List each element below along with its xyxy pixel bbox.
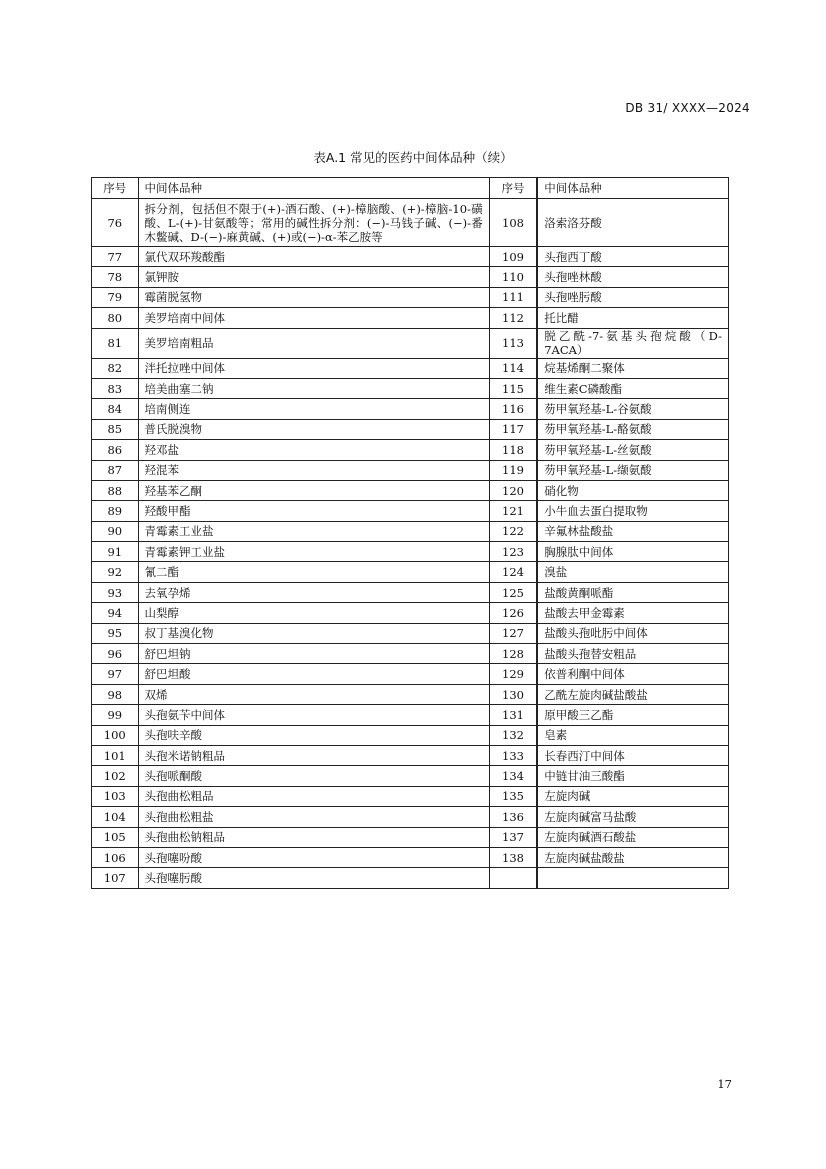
row-number: 119 [489,460,537,480]
table-row [92,480,729,500]
variety-name: 依普利酮中间体 [537,664,728,684]
table-row [92,199,729,247]
table-row [92,399,729,419]
row-number: 125 [489,582,537,602]
variety-name: 皂素 [537,725,728,745]
row-number: 129 [489,664,537,684]
variety-name: 双烯 [138,684,489,704]
row-number: 136 [489,807,537,827]
variety-name: 山梨醇 [138,603,489,623]
row-number: 83 [92,378,139,398]
row-number: 103 [92,786,139,806]
variety-name: 叔丁基溴化物 [138,623,489,643]
table-row [92,542,729,562]
col-header-no-2: 序号 [489,178,537,199]
table-row [92,705,729,725]
row-number: 86 [92,440,139,460]
variety-name: 头孢曲松钠粗品 [138,827,489,847]
table-row [92,847,729,867]
row-number: 92 [92,562,139,582]
variety-name: 培南侧连 [138,399,489,419]
row-number: 106 [92,847,139,867]
row-number: 134 [489,766,537,786]
row-number: 137 [489,827,537,847]
variety-name: 左旋肉碱盐酸盐 [537,847,728,867]
variety-name: 羟酸甲酯 [138,501,489,521]
row-number: 117 [489,419,537,439]
row-number: 133 [489,745,537,765]
row-number: 123 [489,542,537,562]
row-number: 85 [92,419,139,439]
row-number: 115 [489,378,537,398]
table-row [92,623,729,643]
variety-name: 盐酸黄酮哌酯 [537,582,728,602]
row-number [489,868,537,888]
variety-name: 中链甘油三酸酯 [537,766,728,786]
row-number: 100 [92,725,139,745]
table-row [92,827,729,847]
row-number: 89 [92,501,139,521]
row-number: 101 [92,745,139,765]
variety-name: 羟基苯乙酮 [138,480,489,500]
row-number: 108 [489,199,537,247]
variety-name: 培美曲塞二钠 [138,378,489,398]
row-number: 80 [92,308,139,328]
row-number: 94 [92,603,139,623]
row-number: 77 [92,247,139,267]
row-number: 81 [92,328,139,358]
variety-name: 辛氟林盐酸盐 [537,521,728,541]
row-number: 113 [489,328,537,358]
row-number: 130 [489,684,537,704]
row-number: 102 [92,766,139,786]
row-number: 91 [92,542,139,562]
variety-name: 舒巴坦钠 [138,644,489,664]
variety-name: 青霉素工业盐 [138,521,489,541]
table-row [92,267,729,287]
table-row [92,460,729,480]
page-number: 17 [717,1077,732,1091]
variety-name: 头孢曲松粗盐 [138,807,489,827]
variety-name: 溴盐 [537,562,728,582]
row-number: 138 [489,847,537,867]
variety-name: 硝化物 [537,480,728,500]
variety-name: 芴甲氧羟基-L-丝氨酸 [537,440,728,460]
table-row [92,745,729,765]
table-header-row [92,178,729,199]
col-header-no: 序号 [92,178,139,199]
row-number: 98 [92,684,139,704]
row-number: 87 [92,460,139,480]
variety-name: 头孢西丁酸 [537,247,728,267]
row-number: 82 [92,358,139,378]
table-row [92,308,729,328]
table-row [92,521,729,541]
variety-name: 托比醋 [537,308,728,328]
table-row [92,562,729,582]
table-row [92,644,729,664]
variety-name: 羟邓盐 [138,440,489,460]
variety-name: 头孢唑肟酸 [537,287,728,307]
variety-name: 头孢哌酮酸 [138,766,489,786]
row-number: 96 [92,644,139,664]
variety-name: 盐酸头孢吡肟中间体 [537,623,728,643]
variety-name: 头孢噻肟酸 [138,868,489,888]
variety-name: 脱乙酰-7-氨基头孢烷酸（D-7ACA） [537,328,728,358]
table-row [92,725,729,745]
variety-name: 氰二酯 [138,562,489,582]
row-number: 79 [92,287,139,307]
variety-name: 左旋肉碱酒石酸盐 [537,827,728,847]
table-row [92,328,729,358]
row-number: 120 [489,480,537,500]
col-header-variety-2: 中间体品种 [537,178,728,199]
variety-name: 头孢噻吩酸 [138,847,489,867]
table-row [92,807,729,827]
variety-name: 原甲酸三乙酯 [537,705,728,725]
row-number: 132 [489,725,537,745]
table-row [92,501,729,521]
variety-name: 芴甲氧羟基-L-谷氨酸 [537,399,728,419]
table-row [92,868,729,888]
variety-name: 美罗培南粗品 [138,328,489,358]
table-row [92,378,729,398]
row-number: 118 [489,440,537,460]
variety-name: 拆分剂，包括但不限于(+)-酒石酸、(+)-樟脑酸、(+)-樟脑-10-磺酸、L-(+)-甘氨酸等；常用的碱性拆分剂：(−)-马钱子碱、(−)-番木鳖碱、D-(−)-麻黄碱、(+)或(−)-α-苯乙胺等 [138,199,489,247]
variety-name: 维生素C磷酸酯 [537,378,728,398]
variety-name: 盐酸头孢替安粗品 [537,644,728,664]
variety-name: 泮托拉唑中间体 [138,358,489,378]
row-number: 78 [92,267,139,287]
variety-name [537,868,728,888]
row-number: 95 [92,623,139,643]
variety-name: 洛索洛芬酸 [537,199,728,247]
row-number: 76 [92,199,139,247]
variety-name: 普氏脱溴物 [138,419,489,439]
row-number: 97 [92,664,139,684]
variety-name: 青霉素钾工业盐 [138,542,489,562]
row-number: 84 [92,399,139,419]
row-number: 110 [489,267,537,287]
table-row [92,766,729,786]
table-row [92,582,729,602]
row-number: 128 [489,644,537,664]
intermediates-table [91,177,729,889]
variety-name: 胸腺肽中间体 [537,542,728,562]
table-title: 表A.1 常见的医药中间体品种（续） [313,150,513,165]
table-row [92,603,729,623]
variety-name: 头孢呋辛酸 [138,725,489,745]
row-number: 126 [489,603,537,623]
row-number: 109 [489,247,537,267]
variety-name: 小牛血去蛋白提取物 [537,501,728,521]
row-number: 121 [489,501,537,521]
variety-name: 芴甲氧羟基-L-缬氨酸 [537,460,728,480]
variety-name: 烷基烯酮二聚体 [537,358,728,378]
variety-name: 左旋肉碱 [537,786,728,806]
row-number: 90 [92,521,139,541]
row-number: 99 [92,705,139,725]
table-row [92,419,729,439]
variety-name: 盐酸去甲金霉素 [537,603,728,623]
row-number: 112 [489,308,537,328]
table-row [92,440,729,460]
variety-name: 氯代双环羧酸酯 [138,247,489,267]
row-number: 127 [489,623,537,643]
variety-name: 头孢氨苄中间体 [138,705,489,725]
variety-name: 头孢曲松粗品 [138,786,489,806]
table-row [92,247,729,267]
table-row [92,684,729,704]
variety-name: 芴甲氧羟基-L-酪氨酸 [537,419,728,439]
row-number: 122 [489,521,537,541]
row-number: 111 [489,287,537,307]
row-number: 135 [489,786,537,806]
row-number: 93 [92,582,139,602]
row-number: 104 [92,807,139,827]
row-number: 116 [489,399,537,419]
variety-name: 美罗培南中间体 [138,308,489,328]
variety-name: 左旋肉碱富马盐酸 [537,807,728,827]
col-header-variety: 中间体品种 [138,178,489,199]
variety-name: 头孢米诺钠粗品 [138,745,489,765]
row-number: 124 [489,562,537,582]
variety-name: 氯钾胺 [138,267,489,287]
row-number: 88 [92,480,139,500]
table-row [92,358,729,378]
table-row [92,287,729,307]
variety-name: 长春西汀中间体 [537,745,728,765]
row-number: 107 [92,868,139,888]
variety-name: 头孢唑林酸 [537,267,728,287]
variety-name: 去氧孕烯 [138,582,489,602]
variety-name: 乙酰左旋肉碱盐酸盐 [537,684,728,704]
variety-name: 羟混苯 [138,460,489,480]
row-number: 105 [92,827,139,847]
variety-name: 舒巴坦酸 [138,664,489,684]
document-code: DB 31/ XXXX—2024 [625,101,750,115]
row-number: 131 [489,705,537,725]
table-row [92,664,729,684]
row-number: 114 [489,358,537,378]
variety-name: 霉菌脱氢物 [138,287,489,307]
table-row [92,786,729,806]
